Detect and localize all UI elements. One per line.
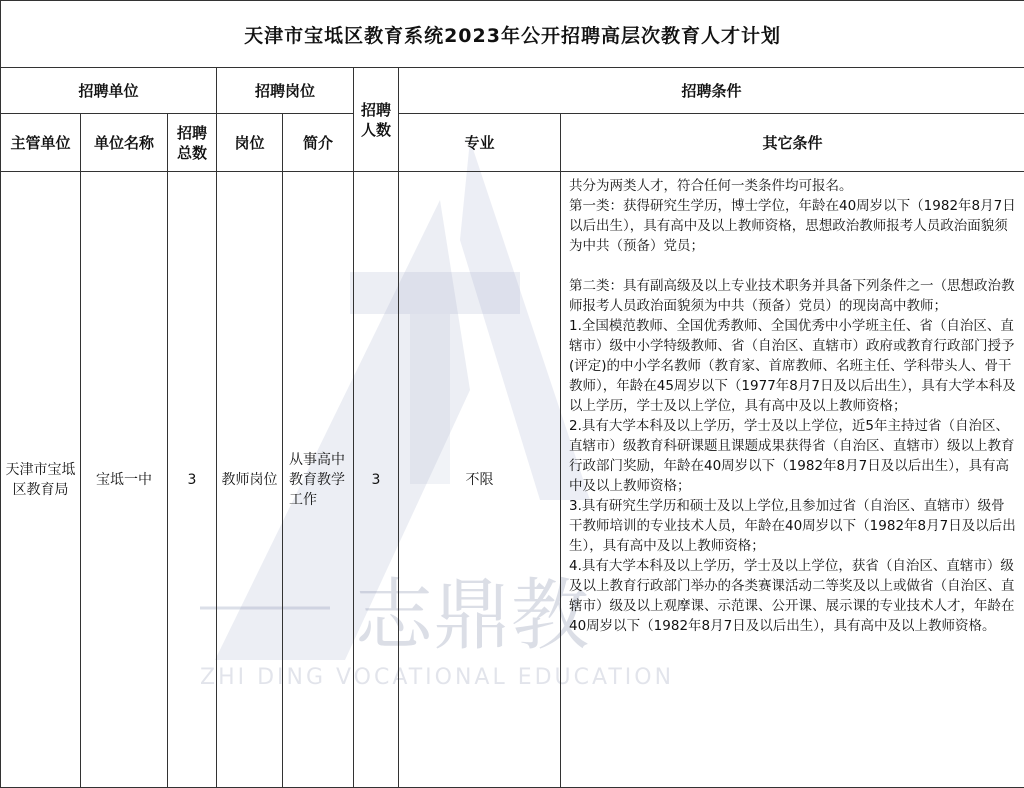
header-total: 招聘总数 <box>168 114 217 172</box>
cell-major: 不限 <box>399 172 561 788</box>
header-recruiting-post: 招聘岗位 <box>217 68 354 114</box>
conditions-lead: 共分为两类人才，符合任何一类条件均可报名。 <box>569 176 1018 196</box>
cell-total: 3 <box>168 172 217 788</box>
conditions-item-4: 4.具有大学本科及以上学历，学士及以上学位，获省（自治区、直辖市）级及以上教育行政部门举办的各类赛课活动二等奖及以上或做省（自治区、直辖市）级及以上观摩课、示范课、公开课、展示课的专业技术人才，年龄在40周岁以下（1982年8月7日及以后出生），具有高中及以上教师资格。 <box>569 556 1018 636</box>
header-supervisor: 主管单位 <box>1 114 81 172</box>
cell-unit-name: 宝坻一中 <box>81 172 168 788</box>
header-recruit-conditions: 招聘条件 <box>399 68 1024 114</box>
header-unit-name: 单位名称 <box>81 114 168 172</box>
conditions-item-2: 2.具有大学本科及以上学历，学士及以上学位，近5年主持过省（自治区、直辖市）级教育科研课题且课题成果获得省（自治区、直辖市）级以上教育行政部门奖励，年龄在40周岁以下（1982年8月7日及以后出生），具有高中及以上教师资格； <box>569 416 1018 496</box>
watermark-subtext: ZHI DING VOCATIONAL EDUCATION <box>200 665 674 690</box>
header-other-conditions: 其它条件 <box>561 114 1024 172</box>
cell-post: 教师岗位 <box>217 172 283 788</box>
cell-count: 3 <box>354 172 399 788</box>
header-recruit-count: 招聘人数 <box>354 68 399 172</box>
conditions-item-1: 1.全国模范教师、全国优秀教师、全国优秀中小学班主任、省（自治区、直辖市）级中小学特级教师、省（自治区、直辖市）政府或教育行政部门授予(评定)的中小学名教师（教育家、首席教师、名班主任、学科带头人、骨干教师），年龄在45周岁以下（1977年8月7日及以后出生），具有大学本科及以上学历，学士及以上学位，具有高中及以上教师资格； <box>569 316 1018 416</box>
cell-other-conditions <box>561 172 1024 788</box>
header-intro: 简介 <box>283 114 354 172</box>
header-major: 专业 <box>399 114 561 172</box>
watermark-text: 志鼎教 <box>355 571 589 661</box>
page-title: 天津市宝坻区教育系统2023年公开招聘高层次教育人才计划 <box>1 1 1024 68</box>
conditions-category-1: 第一类：获得研究生学历，博士学位，年龄在40周岁以下（1982年8月7日以后出生），具有高中及以上教师资格，思想政治教师报考人员政治面貌须为中共（预备）党员； <box>569 196 1018 256</box>
conditions-item-3: 3.具有研究生学历和硕士及以上学位,且参加过省（自治区、直辖市）级骨干教师培训的专业技术人员，年龄在40周岁以下（1982年8月7日及以后出生），具有高中及以上教师资格； <box>569 496 1018 556</box>
cell-intro: 从事高中教育教学工作 <box>283 172 354 788</box>
header-post: 岗位 <box>217 114 283 172</box>
conditions-spacer <box>569 256 1018 276</box>
cell-supervisor: 天津市宝坻区教育局 <box>1 172 81 788</box>
header-recruiting-unit: 招聘单位 <box>1 68 217 114</box>
conditions-category-2: 第二类：具有副高级及以上专业技术职务并具备下列条件之一（思想政治教师报考人员政治面貌须为中共（预备）党员）的现岗高中教师； <box>569 276 1018 316</box>
